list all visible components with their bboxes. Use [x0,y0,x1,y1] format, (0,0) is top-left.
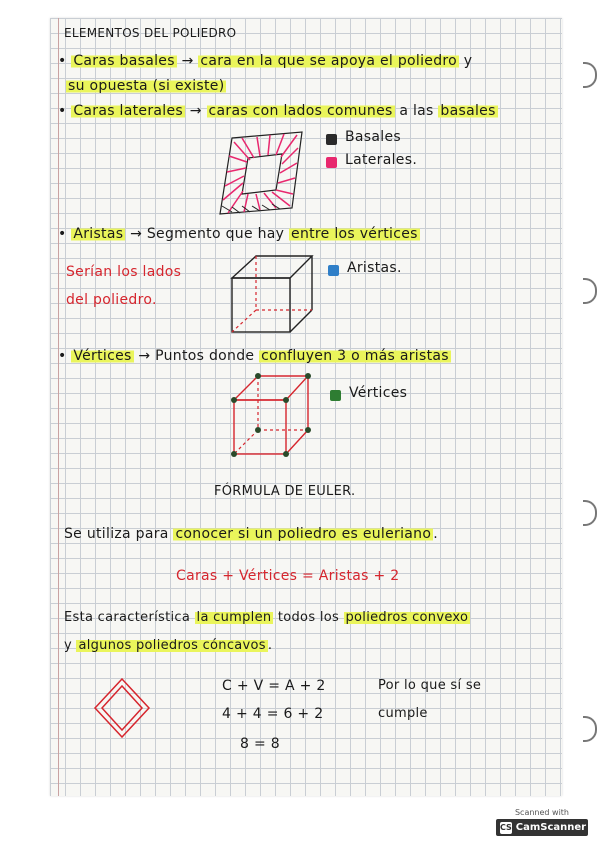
binder-ring [583,62,597,88]
term-vertices: Vértices [73,348,132,364]
sentence-end: . [433,526,438,542]
bullet: • [58,226,67,242]
aristas-note-line2: del poliedro. [66,292,157,308]
watermark-caption: Scanned with [514,808,570,817]
section-vertices [58,348,451,364]
diamond-shape-drawing [92,676,152,740]
laterales-color-swatch [326,157,337,168]
example-note-line1: Por lo que sí se [378,678,482,693]
definition-end: basales [440,103,496,119]
vertex-dot [255,427,261,433]
euler-paragraph-line1 [64,610,470,625]
term-aristas: Aristas [73,226,124,242]
cube-vertices-drawing [226,370,316,460]
definition-vertices-hl: confluyen 3 o más aristas [261,348,449,364]
watermark-brand: CamScanner [515,822,587,833]
definition-end: y [463,53,473,69]
paragraph-part: y [64,638,72,653]
paragraph-highlight: la cumplen [196,610,272,625]
section-caras-basales [58,53,472,69]
paragraph-part: Esta característica [64,610,191,625]
section-caras-laterales [58,103,498,119]
bullet: • [58,53,67,69]
vertex-dot [305,373,311,379]
aristas-color-swatch [328,265,339,276]
example-row1: C + V = A + 2 [222,678,326,694]
binder-ring [583,500,597,526]
legend-basales: Basales [345,129,401,145]
definition-caras-laterales: caras con lados comunes [208,103,393,119]
vertex-dot [255,373,261,379]
arrow-icon: → [130,226,143,242]
sentence-highlight: conocer si un poliedro es euleriano [175,526,432,542]
margin-line [58,18,59,796]
page-title: ELEMENTOS DEL POLIEDRO [64,26,237,40]
vertex-dot [283,451,289,457]
arrow-icon: → [138,348,151,364]
paragraph-part: todos los [277,610,340,625]
prism-lateral-drawing [212,128,310,220]
example-row3: 8 = 8 [240,736,280,752]
euler-heading: FÓRMULA DE EULER. [214,484,356,499]
binder-ring [583,278,597,304]
vertex-dot [231,397,237,403]
vertex-dot [231,451,237,457]
caras-basales-line2 [66,78,226,94]
watermark-badge [496,819,588,836]
arrow-icon: → [189,103,202,119]
example-note-line2: cumple [378,706,428,721]
section-aristas [58,226,420,242]
definition-aristas-hl: entre los vértices [291,226,418,242]
legend-vertices: Vértices [349,385,408,401]
paragraph-highlight: algunos poliedros cóncavos [78,638,266,653]
legend-aristas: Aristas. [347,260,402,276]
cube-aristas-drawing [228,252,318,336]
definition-line2: su opuesta (si existe) [68,78,225,94]
arrow-icon: → [181,53,194,69]
paragraph-highlight: poliedros convexo [345,610,469,625]
binder-ring [583,716,597,742]
paragraph-end: . [267,638,273,653]
aristas-note-line1: Serían los lados [66,264,182,280]
definition-aristas: Segmento que hay [146,226,285,242]
definition-vertices: Puntos donde [155,348,255,364]
bullet: • [58,348,67,364]
sentence-part: Se utiliza para [64,526,169,542]
definition-mid: a las [399,103,434,119]
basales-color-swatch [326,134,337,145]
example-row2: 4 + 4 = 6 + 2 [222,706,324,722]
euler-paragraph-line2 [64,638,272,653]
vertices-color-swatch [330,390,341,401]
term-caras-laterales: Caras laterales [73,103,183,119]
term-caras-basales: Caras basales [73,53,175,69]
euler-formula: Caras + Vértices = Aristas + 2 [176,568,400,584]
legend-laterales: Laterales. [345,152,418,168]
camscanner-watermark [496,808,588,836]
definition-caras-basales: cara en la que se apoya el poliedro [200,53,458,69]
vertex-dot [305,427,311,433]
vertex-dot [283,397,289,403]
bullet: • [58,103,67,119]
camscanner-logo-icon: CS [500,823,512,832]
euler-sentence [64,526,438,542]
